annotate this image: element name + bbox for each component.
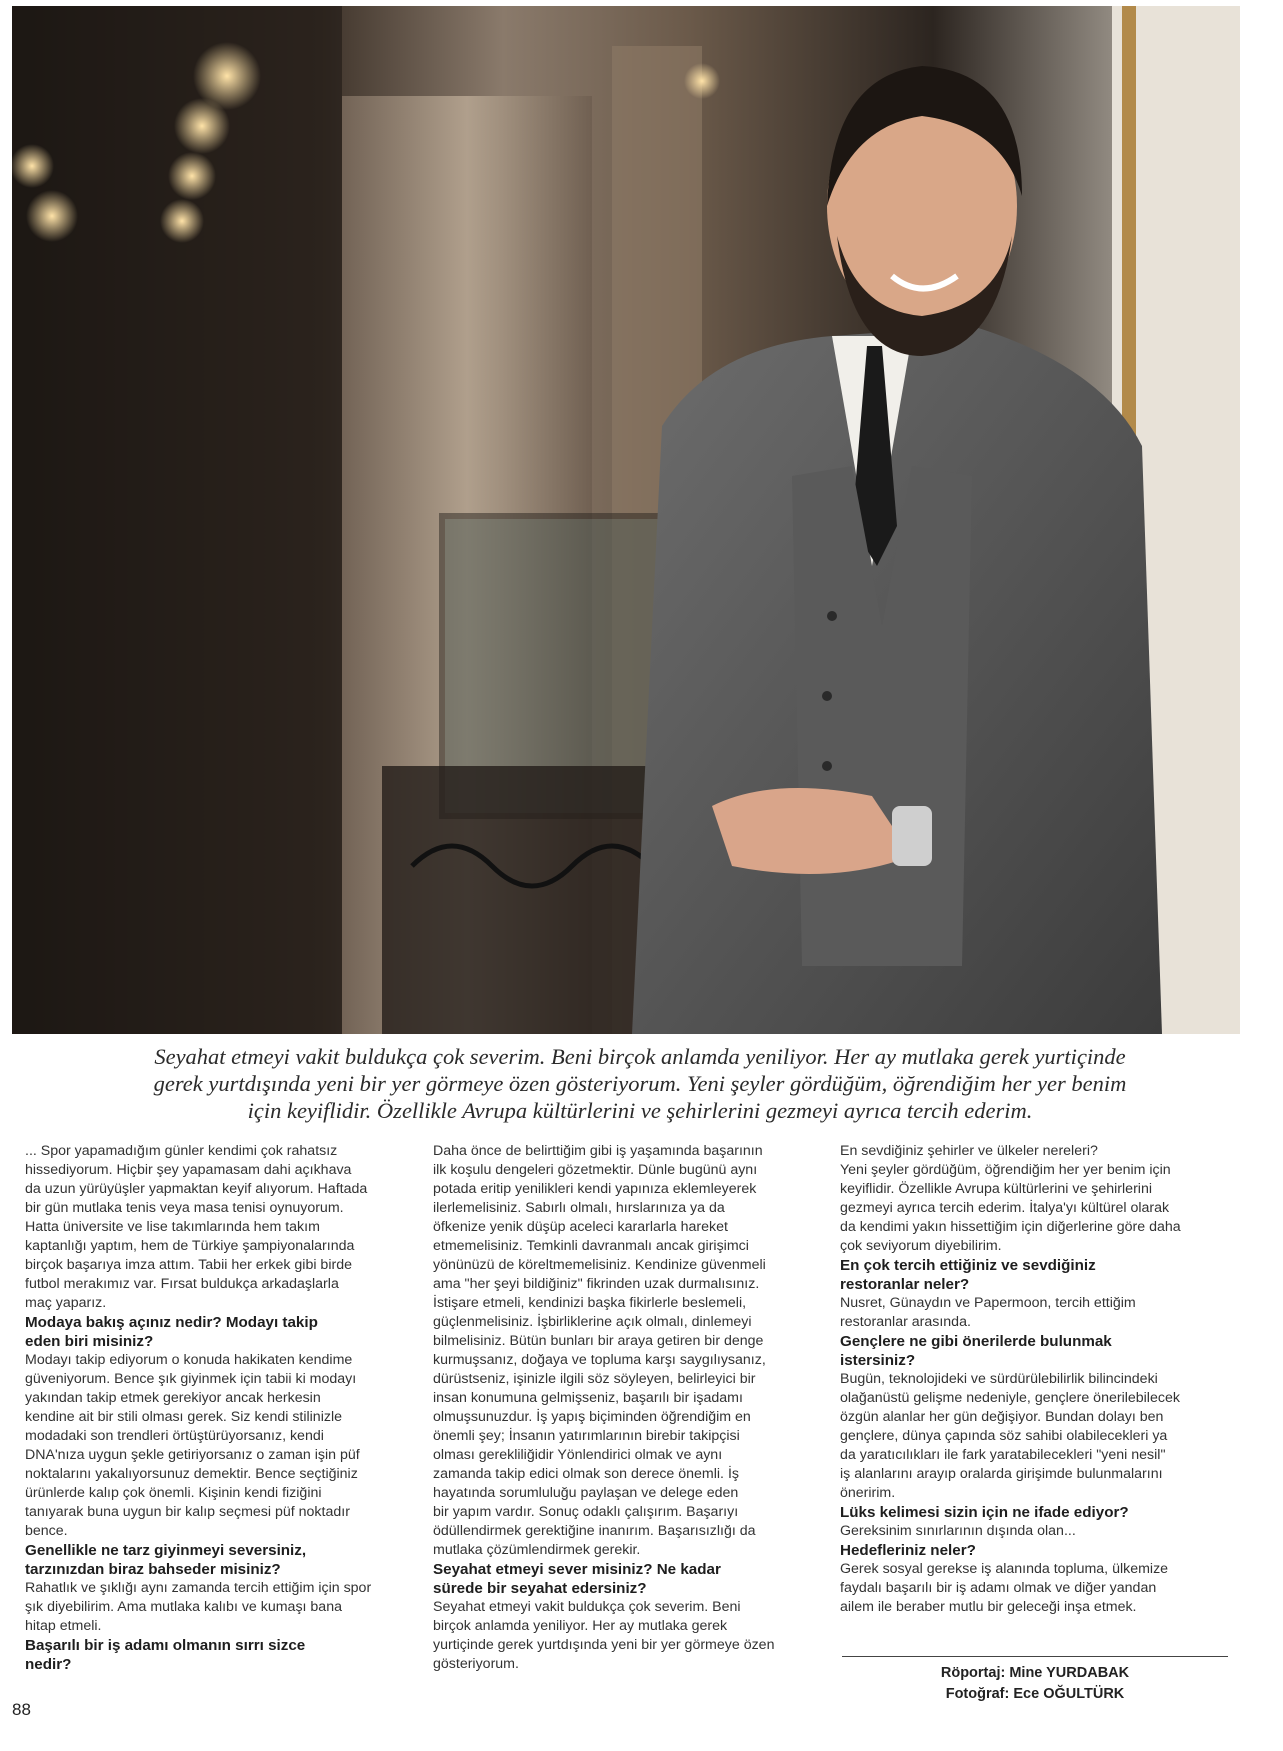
text-line: Başarılı bir iş adamı olmanın sırrı sizce bbox=[25, 1637, 306, 1654]
text-line: ilk koşulu dengeleri gözetmektir. Dünle bugünü aynı bbox=[433, 1162, 758, 1178]
text-line: nedir? bbox=[25, 1656, 72, 1673]
caption-line: Seyahat etmeyi vakit buldukça çok severim. Beni birçok anlamda yeniliyor. Her ay mutlaka gerek yurtiçinde bbox=[154, 1044, 1126, 1069]
photo-credit: Fotoğraf: Ece OĞULTÜRK bbox=[945, 1686, 1125, 1702]
text-line: Hedefleriniz neler? bbox=[840, 1542, 976, 1559]
text-line: tanıyarak buna uygun bir kalıp seçmesi püf noktadır bbox=[25, 1504, 350, 1520]
article-column-1 bbox=[25, 1142, 410, 1674]
text-line: ama "her şeyi bildiğiniz" fikrinden uzak durmalısınız. bbox=[433, 1276, 760, 1292]
text-line: eden biri misiniz? bbox=[25, 1333, 154, 1350]
question-heading bbox=[433, 1560, 821, 1598]
answer-paragraph bbox=[25, 1142, 410, 1313]
text-line: kurmuşsanız, doğaya ve topluma karşı saygılıysanız, bbox=[433, 1352, 766, 1368]
text-line: Gereksinim sınırlarının dışında olan... bbox=[840, 1523, 1076, 1539]
text-line: dürüstseniz, işinizle ilgili söz söyleyen, belirleyici bir bbox=[433, 1371, 756, 1387]
text-line: sürede bir seyahat edersiniz? bbox=[433, 1580, 647, 1597]
answer-paragraph bbox=[433, 1598, 821, 1674]
credits-block bbox=[842, 1663, 1228, 1705]
text-line: öneririm. bbox=[840, 1485, 896, 1501]
question-heading bbox=[25, 1313, 410, 1351]
text-line: güçlenmelisiniz. İşbirliklerine açık olmalı, dinlemeyi bbox=[433, 1314, 752, 1330]
text-line: mutlaka çözümlendirmek gerekir. bbox=[433, 1542, 641, 1558]
answer-paragraph bbox=[840, 1560, 1230, 1617]
text-line: yakından takip etmek gerekiyor ancak herkesin bbox=[25, 1390, 321, 1406]
text-line: ürünlerde kalıp çok önemli. Kişinin kendi fiziğini bbox=[25, 1485, 322, 1501]
text-line: güveniyorum. Bence şık giyinmek için tabii ki modayı bbox=[25, 1371, 357, 1387]
question-heading bbox=[840, 1503, 1230, 1522]
photo-caption bbox=[60, 1043, 1220, 1124]
caption-line: gerek yurtdışında yeni bir yer görmeye özen gösteriyorum. Yeni şeyler gördüğüm, öğrendiğim her yer benim bbox=[153, 1071, 1127, 1096]
text-line: En sevdiğiniz şehirler ve ülkeler nereleri? bbox=[840, 1143, 1098, 1159]
text-line: olağanüstü gelişme nedeniyle, gençlere önerilebilecek bbox=[840, 1390, 1180, 1406]
text-line: öfkenize yenik düşüp aceleci kararlarla hareket bbox=[433, 1219, 728, 1235]
text-line: tarzınızdan biraz bahseder misiniz? bbox=[25, 1561, 281, 1578]
text-line: Rahatlık ve şıklığı aynı zamanda tercih ettiğim için spor bbox=[25, 1580, 372, 1596]
text-line: noktalarını yakalıyorsunuz demektir. Bence seçtiğiniz bbox=[25, 1466, 358, 1482]
text-line: yönünüzü de köreltmemelisiniz. Kendinize güvenmeli bbox=[433, 1257, 766, 1273]
answer-paragraph bbox=[433, 1142, 821, 1560]
text-line: etmemelisiniz. Temkinli davranmalı ancak girişimci bbox=[433, 1238, 749, 1254]
text-line: Nusret, Günaydın ve Papermoon, tercih ettiğim bbox=[840, 1295, 1136, 1311]
text-line: ... Spor yapamadığım günler kendimi çok rahatsız bbox=[25, 1143, 338, 1159]
caption-line: için keyiflidir. Özellikle Avrupa kültürlerini ve şehirlerini gezmeyi ayrıca tercih ederim. bbox=[247, 1098, 1033, 1123]
text-line: bilmelisiniz. Bütün bunları bir araya getiren bir denge bbox=[433, 1333, 764, 1349]
credits-divider bbox=[842, 1656, 1228, 1657]
text-line: gençlere, dünya çapında söz sahibi olabilecekleri ya bbox=[840, 1428, 1168, 1444]
answer-paragraph bbox=[840, 1522, 1230, 1541]
text-line: hissediyorum. Hiçbir şey yapamasam dahi açıkhava bbox=[25, 1162, 352, 1178]
text-line: Genellikle ne tarz giyinmeyi seversiniz, bbox=[25, 1542, 307, 1559]
answer-paragraph bbox=[25, 1579, 410, 1636]
text-line: bence. bbox=[25, 1523, 68, 1539]
answer-paragraph bbox=[840, 1294, 1230, 1332]
text-line: iş alanlarını arayıp oralarda girişimde bulunmalarını bbox=[840, 1466, 1163, 1482]
text-line: da kendimi yakın hissettiğim için diğerlerine göre daha bbox=[840, 1219, 1181, 1235]
answer-paragraph bbox=[840, 1370, 1230, 1503]
text-line: istersiniz? bbox=[840, 1352, 916, 1369]
article-column-2 bbox=[433, 1142, 821, 1674]
text-line: bir gün mutlaka tenis veya masa tenisi oynuyorum. bbox=[25, 1200, 344, 1216]
answer-paragraph bbox=[25, 1351, 410, 1541]
text-line: hayatında sorumluluğu paylaşan ve delege eden bbox=[433, 1485, 739, 1501]
text-line: da yaratıcılıkları ile fark yaratabilecekleri "yeni nesil" bbox=[840, 1447, 1166, 1463]
text-line: Yeni şeyler gördüğüm, öğrendiğim her yer benim için bbox=[840, 1162, 1171, 1178]
text-line: da uzun yürüyüşler yapmaktan keyif alıyorum. Haftada bbox=[25, 1181, 368, 1197]
text-line: İstişare etmeli, kendinizi başka fikirlerle beslemeli, bbox=[433, 1295, 747, 1311]
text-line: bir yapım vardır. Sonuç odaklı çalışırım. Başarıyı bbox=[433, 1504, 739, 1520]
text-line: şık diyebilirim. Ama mutlaka kalıbı ve kumaşı bana bbox=[25, 1599, 342, 1615]
text-line: restoranlar arasında. bbox=[840, 1314, 971, 1330]
text-line: DNA'nıza uygun şekle getiriyorsanız o zaman işin püf bbox=[25, 1447, 360, 1463]
text-line: Hatta üniversite ve lise takımlarında hem takım bbox=[25, 1219, 320, 1235]
text-line: ödüllendirmek gerektiğine inanırım. Başarısızlığı da bbox=[433, 1523, 756, 1539]
text-line: Gençlere ne gibi önerilerde bulunmak bbox=[840, 1333, 1112, 1350]
text-line: birçok başarıya imza attım. Tabii her erkek gibi birde bbox=[25, 1257, 352, 1273]
text-line: faydalı başarılı bir iş adamı olmak ve diğer yandan bbox=[840, 1580, 1157, 1596]
text-line: gösteriyorum. bbox=[433, 1656, 519, 1672]
text-line: keyiflidir. Özellikle Avrupa kültürlerini ve şehirlerini bbox=[840, 1181, 1152, 1197]
question-heading bbox=[25, 1636, 410, 1674]
text-line: En çok tercih ettiğiniz ve sevdiğiniz bbox=[840, 1257, 1096, 1274]
page-number: 88 bbox=[12, 1700, 31, 1719]
text-line: insan konumuna gelmişseniz, başarılı bir işadamı bbox=[433, 1390, 743, 1406]
portrait-photo bbox=[12, 6, 1240, 1034]
text-line: ailem ile beraber mutlu bir geleceği inşa etmek. bbox=[840, 1599, 1137, 1615]
text-line: birçok anlamda yeniliyor. Her ay mutlaka gerek bbox=[433, 1618, 728, 1634]
text-line: Seyahat etmeyi vakit buldukça çok severim. Beni bbox=[433, 1599, 741, 1615]
text-line: ilerlemelisiniz. Sabırlı olmalı, hırslarınıza ya da bbox=[433, 1200, 725, 1216]
question-heading bbox=[840, 1332, 1230, 1370]
text-line: Modayı takip ediyorum o konuda hakikaten kendime bbox=[25, 1352, 353, 1368]
text-line: Seyahat etmeyi sever misiniz? Ne kadar bbox=[433, 1561, 721, 1578]
question-heading bbox=[840, 1541, 1230, 1560]
text-line: Daha önce de belirttiğim gibi iş yaşamında başarının bbox=[433, 1143, 763, 1159]
text-line: potada eritip yenilikleri kendi yapınıza eklemleyerek bbox=[433, 1181, 757, 1197]
text-line: olması gerekliliğidir Yönlendirici olmak ve aynı bbox=[433, 1447, 723, 1463]
text-line: Bugün, teknolojideki ve sürdürülebilirlik bilincindeki bbox=[840, 1371, 1158, 1387]
text-line: olmuşsunuzdur. İş yapış biçiminden öğrendiğim en bbox=[433, 1409, 751, 1425]
text-line: özgün alanlar her gün değişiyor. Bundan dolayı ben bbox=[840, 1409, 1164, 1425]
text-line: önemli şey; İnsanın yatırımlarının birebir takipçisi bbox=[433, 1428, 740, 1444]
text-line: restoranlar neler? bbox=[840, 1276, 970, 1293]
text-line: hitap etmeli. bbox=[25, 1618, 102, 1634]
question-heading bbox=[840, 1256, 1230, 1294]
text-line: çok seviyorum diyebilirim. bbox=[840, 1238, 1002, 1254]
text-line: maç yaparız. bbox=[25, 1295, 107, 1311]
text-line: kendine ait bir stili olması gerek. Siz kendi stilinizle bbox=[25, 1409, 342, 1425]
text-line: modadaki son trendleri örtüştürüyorsanız, kendi bbox=[25, 1428, 324, 1444]
question-heading bbox=[25, 1541, 410, 1579]
text-line: yurtiçinde gerek yurtdışında yeni bir yer görmeye özen bbox=[433, 1637, 775, 1653]
interview-credit: Röportaj: Mine YURDABAK bbox=[940, 1665, 1130, 1681]
text-line: zamanda takip edici olmak son derece önemli. İş bbox=[433, 1466, 739, 1482]
text-line: futbol merakımız var. Fırsat buldukça arkadaşlarla bbox=[25, 1276, 339, 1292]
portrait-illustration bbox=[12, 6, 1240, 1034]
text-line: gezmeyi ayrıca tercih ederim. İtalya'yı kültürel olarak bbox=[840, 1200, 1170, 1216]
text-line: kaptanlığı yaptım, hem de Türkiye şampiyonalarında bbox=[25, 1238, 355, 1254]
text-line: Lüks kelimesi sizin için ne ifade ediyor? bbox=[840, 1504, 1129, 1521]
text-line: Gerek sosyal gerekse iş alanında topluma, ülkemize bbox=[840, 1561, 1169, 1577]
article-column-3 bbox=[840, 1142, 1230, 1617]
text-line: Modaya bakış açınız nedir? Modayı takip bbox=[25, 1314, 318, 1331]
answer-paragraph bbox=[840, 1142, 1230, 1256]
